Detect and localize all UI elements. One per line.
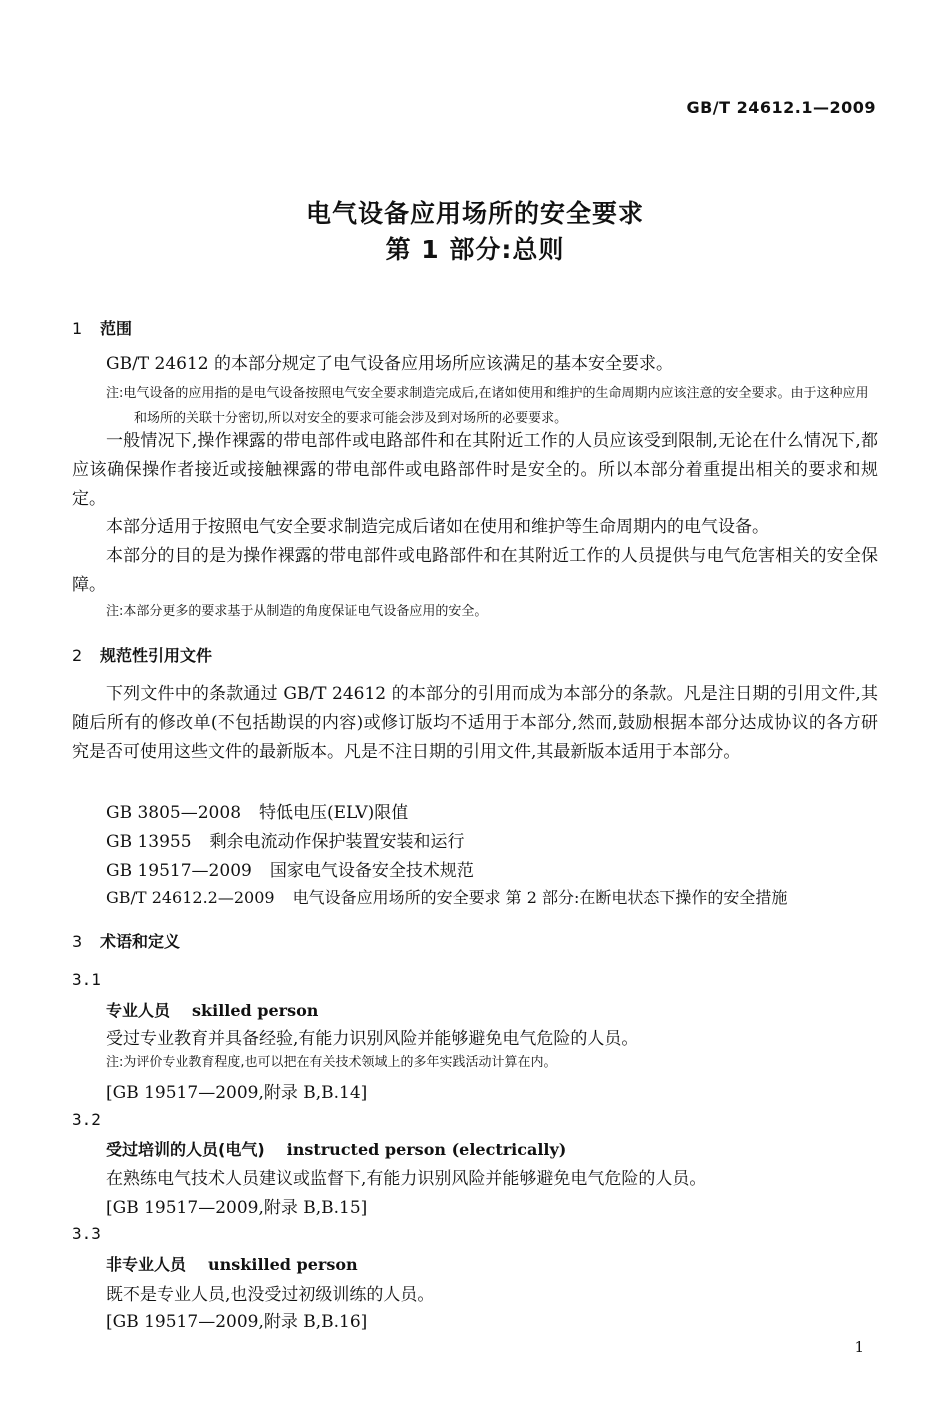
- paragraph: 下列文件中的条款通过 GB/T 24612 的本部分的引用而成为本部分的条款。凡是注日期的引用文件,其随后所有的修改单(不包括勘误的内容)或修订版均不适用于本部分,然而,鼓励根据本部分达成协议的各方研究是否可使用这些文件的最新版本。凡是不注日期的引用文件,其最新版本适用于本部分。: [72, 684, 878, 762]
- section-number: 1: [72, 319, 83, 338]
- term-definition: 受过专业教育并具备经验,有能力识别风险并能够避免电气危险的人员。: [106, 1029, 639, 1049]
- section-number: 3: [72, 932, 83, 951]
- note: 注:电气设备的应用指的是电气设备按照电气安全要求制造完成后,在诸如使用和维护的生命周期内应该注意的安全要求。由于这种应用和场所的关联十分密切,所以对安全的要求可能会涉及到对场所的必要要求。: [106, 386, 869, 426]
- clause-number: 3.3: [72, 1224, 101, 1243]
- standard-code: GB/T 24612.1—2009: [686, 98, 876, 117]
- note: 注:为评价专业教育程度,也可以把在有关技术领域上的多年实践活动计算在内。: [106, 1055, 557, 1070]
- term-entry: [106, 1137, 566, 1160]
- paragraph: 一般情况下,操作裸露的带电部件或电路部件和在其附近工作的人员应该受到限制,无论在什么情况下,都应该确保操作者接近或接触裸露的带电部件或电路部件时是安全的。所以本部分着重提出相关的要求和规定。: [72, 431, 878, 509]
- section-title: 规范性引用文件: [100, 646, 213, 665]
- paragraph: 本部分的目的是为操作裸露的带电部件或电路部件和在其附近工作的人员提供与电气危害相关的安全保障。: [72, 546, 878, 595]
- reference-code: GB 19517—2009: [106, 861, 252, 881]
- clause-number: 3.2: [72, 1110, 101, 1129]
- reference-code: GB/T 24612.2—2009: [106, 888, 275, 907]
- reference-item: [106, 798, 408, 823]
- term-source: [GB 19517—2009,附录 B,B.14]: [106, 1083, 368, 1103]
- term-source: [GB 19517—2009,附录 B,B.16]: [106, 1312, 368, 1332]
- paragraph: GB/T 24612 的本部分规定了电气设备应用场所应该满足的基本安全要求。: [106, 354, 674, 374]
- reference-title: 电气设备应用场所的安全要求 第 2 部分:在断电状态下操作的安全措施: [292, 888, 788, 907]
- section-number: 2: [72, 646, 83, 665]
- reference-code: GB 3805—2008: [106, 803, 242, 823]
- paragraph: 本部分适用于按照电气安全要求制造完成后诸如在使用和维护等生命周期内的电气设备。: [106, 517, 769, 537]
- clause-number: 3.1: [72, 970, 101, 989]
- document-title: 电气设备应用场所的安全要求: [305, 199, 644, 228]
- term-zh: 专业人员: [106, 1001, 171, 1020]
- reference-title: 剩余电流动作保护装置安装和运行: [209, 832, 465, 852]
- section-title: 范围: [100, 319, 133, 338]
- reference-title: 特低电压(ELV)限值: [259, 803, 409, 823]
- term-source: [GB 19517—2009,附录 B,B.15]: [106, 1198, 368, 1218]
- term-zh: 非专业人员: [106, 1255, 187, 1274]
- reference-item: [106, 885, 787, 908]
- term-zh: 受过培训的人员(电气): [106, 1140, 265, 1159]
- term-entry: [106, 1252, 358, 1275]
- reference-title: 国家电气设备安全技术规范: [269, 861, 474, 881]
- term-entry: [106, 998, 318, 1021]
- term-en: instructed person (electrically): [286, 1140, 567, 1159]
- note: 注:本部分更多的要求基于从制造的角度保证电气设备应用的安全。: [106, 604, 488, 619]
- term-en: unskilled person: [208, 1255, 358, 1274]
- section-title: 术语和定义: [100, 932, 181, 951]
- section-heading-terms-definitions: [72, 929, 180, 952]
- section-heading-normative-references: [72, 643, 212, 666]
- reference-item: [106, 827, 465, 852]
- term-en: skilled person: [192, 1001, 319, 1020]
- reference-code: GB 13955: [106, 832, 192, 852]
- reference-item: [106, 856, 474, 881]
- term-definition: 在熟练电气技术人员建议或监督下,有能力识别风险并能够避免电气危险的人员。: [106, 1169, 707, 1189]
- section-heading-scope: [72, 316, 132, 339]
- document-subtitle: 第 1 部分:总则: [385, 235, 565, 264]
- term-definition: 既不是专业人员,也没受过初级训练的人员。: [106, 1285, 435, 1305]
- page-number: 1: [854, 1338, 864, 1356]
